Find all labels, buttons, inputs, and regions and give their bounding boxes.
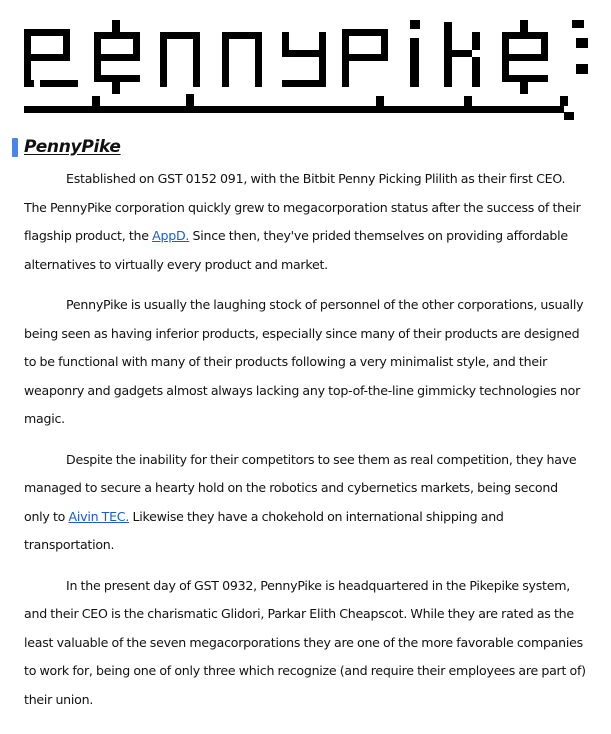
paragraph-1 — [24, 165, 586, 279]
page-title: PennyPike — [24, 137, 121, 157]
pennypike-logo — [24, 20, 588, 120]
paragraph-3-text-after: Likewise they have a chokehold on international shipping and transportation. — [24, 508, 504, 552]
paragraph-1-text-after: Since then, they've prided themselves on providing affordable alternatives to virtually every product and market. — [24, 228, 568, 272]
logo-text — [24, 120, 25, 121]
bookmark-icon — [12, 138, 18, 157]
paragraph-2: PennyPike is usually the laughing stock of personnel of the other corporations, usually being seen as having inferior products, especially since many of their products are designed to be functional with many of their products following a very minimalist style, and their weaponry and gadgets almost always lacking any top-of-the-line gimmicky technologies nor magic. — [24, 297, 584, 426]
paragraph-3 — [24, 446, 586, 560]
aivin-tec-link[interactable]: Aivin TEC. — [68, 508, 130, 524]
paragraph-3-text-before: Despite the inability for their competitors to see them as real competition, they have managed to secure a hearty hold on the robotics and cybernetics markets, being second only to — [24, 451, 577, 524]
article-body — [24, 165, 586, 726]
appd-link[interactable]: AppD. — [152, 228, 190, 243]
paragraph-1-text-before: Established on GST 0152 091, with the Bitbit Penny Picking Plilith as their first CEO. The PennyPike corporation quickly grew to megacorporation status after the success of their flagship product, the — [24, 171, 581, 243]
paragraph-4: In the present day of GST 0932, PennyPike is headquartered in the Pikepike system, and their CEO is the charismatic Glidori, Parkar Elith Cheapscot. While they are rated as the least valuable of the seven megacorporations they are one of the more favorable companies to work for, being one of only three which recognize (and require their employees are part of) their union. — [24, 577, 586, 707]
section-heading — [12, 136, 121, 158]
